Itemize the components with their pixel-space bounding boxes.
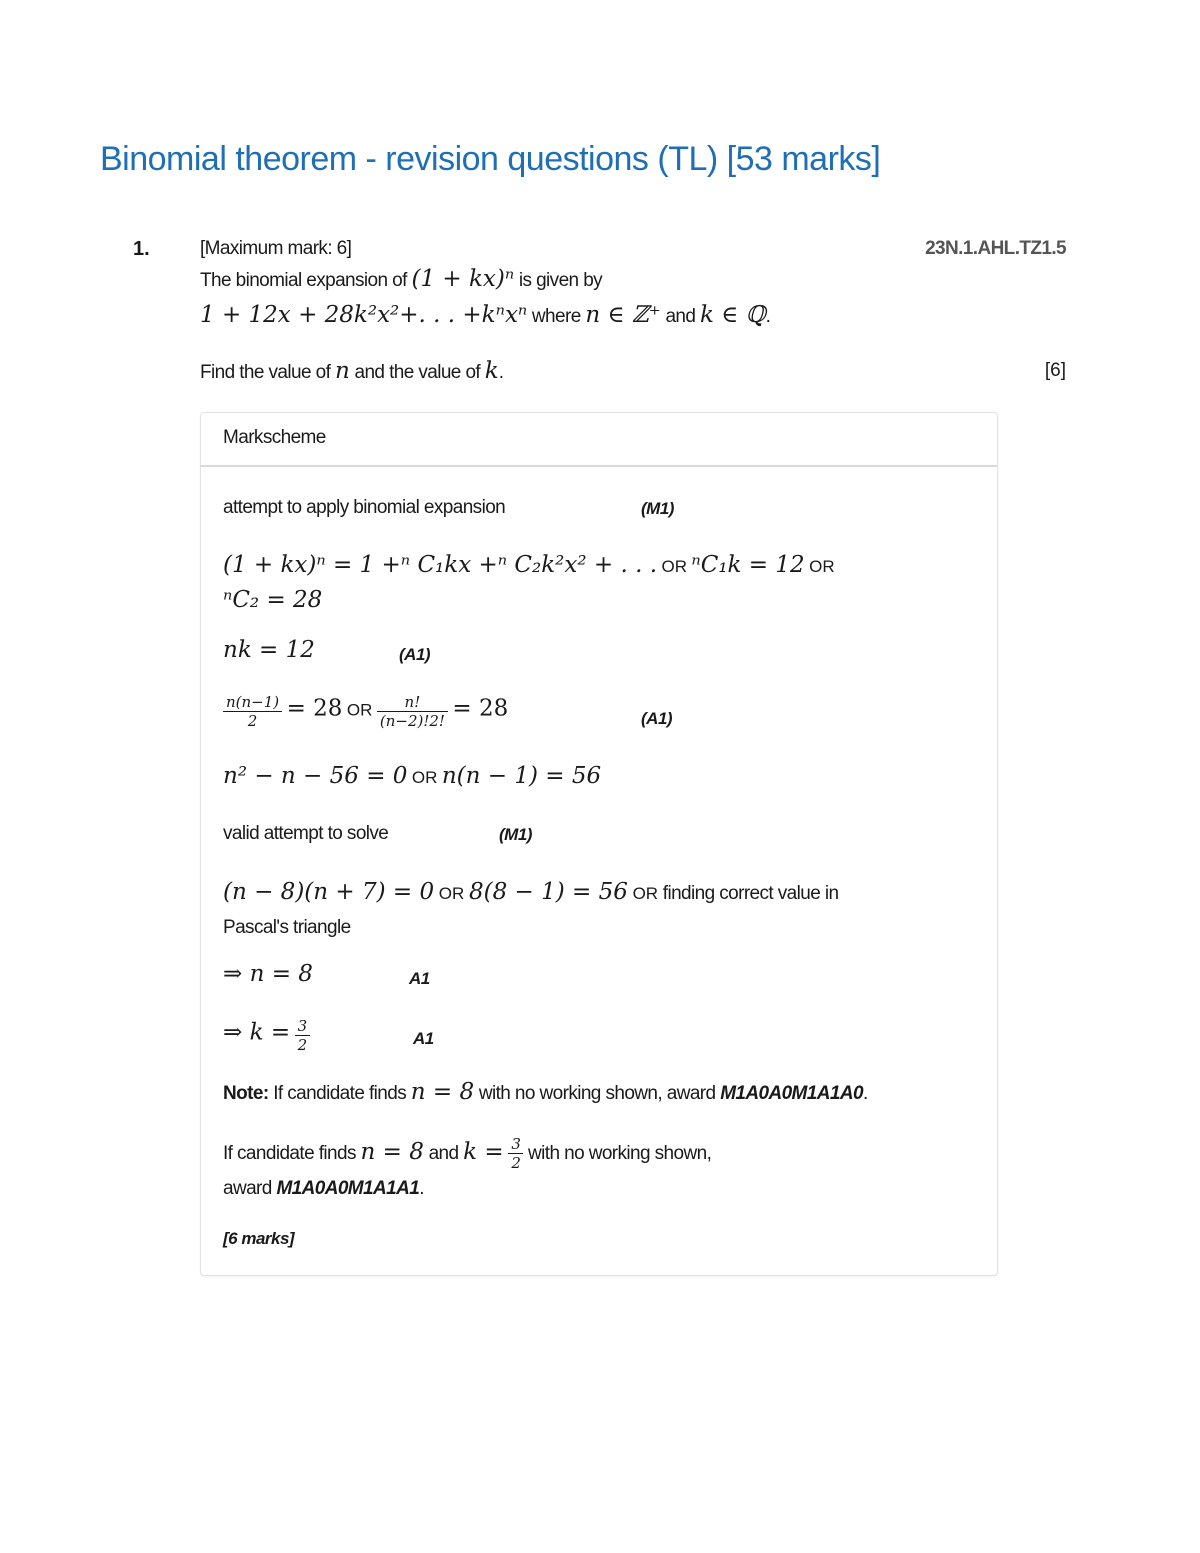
- note-text-1: If candidate finds: [273, 1083, 407, 1104]
- ms-line-9-frac: [295, 1017, 311, 1054]
- ms-line-6: [223, 823, 388, 845]
- question-find: Find the value of n and the value of k.: [200, 358, 504, 384]
- markscheme-heading: Markscheme: [201, 413, 997, 467]
- ms-line-4-or: OR: [346, 700, 373, 720]
- ms-line-5: [223, 763, 601, 789]
- note-text-2: with no working shown, award: [478, 1083, 716, 1104]
- ms-line-7: [223, 875, 838, 945]
- ms-line-1: [223, 497, 505, 519]
- ms-line-2-expr-c: ⁿC₂ = 28: [223, 587, 323, 613]
- ms-line-4-eq-1: = 28: [286, 695, 343, 722]
- ms-line-2-or-b: OR: [809, 557, 835, 576]
- intro-suffix: is given by: [518, 270, 603, 291]
- ms-line-9-mark: A1: [413, 1029, 434, 1048]
- ms-line-9-expr: ⇒ k =: [223, 1019, 291, 1046]
- ms-line-8: [223, 961, 313, 987]
- ms-line-7-text-2: Pascal's triangle: [223, 917, 351, 938]
- question-number: 1.: [133, 238, 150, 260]
- ms-note-2: If candidate finds n = 8 and k = $\frac{3}{2}$ with no working shown, award M1A0A0M1A1A1.: [223, 1135, 712, 1200]
- frac-4-num: 3: [508, 1135, 523, 1154]
- frac-1-den: 2: [247, 712, 258, 730]
- frac-4-den: 2: [511, 1154, 521, 1173]
- max-mark: [Maximum mark: 6]: [200, 238, 352, 259]
- ms-line-7-or-a: OR: [438, 884, 465, 903]
- find-k: k: [484, 358, 499, 384]
- find-n: n: [334, 358, 350, 384]
- note2-expr-k: k =: [463, 1139, 504, 1165]
- k-domain: k ∈ ℚ: [700, 302, 766, 328]
- and-text: and: [665, 306, 696, 327]
- ms-line-7-text: finding correct value in: [662, 883, 839, 904]
- ms-line-5-or: OR: [411, 768, 438, 787]
- ms-line-6-text: valid attempt to solve: [223, 823, 389, 844]
- intro-expr: (1 + kx)ⁿ: [411, 266, 515, 292]
- ms-line-7-or-b: OR: [632, 884, 659, 903]
- question-marks: [6]: [1044, 360, 1066, 381]
- ms-line-7-expr-a: (n − 8)(n + 7) = 0: [223, 879, 435, 905]
- ms-line-2-or-a: OR: [661, 557, 687, 576]
- frac-2-num: n!: [377, 693, 448, 712]
- note2-frac: [508, 1135, 523, 1172]
- frac-1-num: n(n−1): [223, 693, 282, 712]
- ms-line-8-expr: ⇒ n = 8: [223, 961, 313, 987]
- ms-line-7-expr-b: 8(8 − 1) = 56: [468, 879, 628, 905]
- n-domain: n ∈ ℤ⁺: [585, 302, 661, 328]
- find-text-2: and the value of: [354, 362, 481, 383]
- ms-line-2-expr-a: (1 + kx)ⁿ = 1 +ⁿ C₁kx +ⁿ C₂k²x² + . . .: [223, 552, 658, 578]
- ms-line-3-mark: (A1): [399, 645, 431, 664]
- question-reference: 23N.1.AHL.TZ1.5: [925, 238, 1066, 259]
- find-text-1: Find the value of: [200, 362, 331, 383]
- note-label: Note:: [223, 1083, 269, 1104]
- note2-text-2: with no working shown,: [528, 1143, 712, 1164]
- frac-2-den: (n−2)!2!: [379, 712, 445, 730]
- frac-3-den: 2: [297, 1036, 308, 1054]
- markscheme-panel: [200, 412, 998, 1276]
- ms-line-1-mark: (M1): [641, 499, 674, 518]
- note2-award: M1A0A0M1A1A1: [276, 1178, 420, 1200]
- ms-line-6-mark: (M1): [499, 825, 532, 844]
- page-title: Binomial theorem - revision questions (TL) [53 marks]: [100, 140, 881, 178]
- note-expr: n = 8: [410, 1079, 475, 1105]
- expansion-expr: 1 + 12x + 28k²x²+. . . +kⁿxⁿ: [200, 302, 528, 328]
- ms-line-4-mark: (A1): [641, 709, 673, 728]
- ms-line-5-expr-a: n² − n − 56 = 0: [223, 763, 408, 789]
- ms-line-8-mark: A1: [409, 969, 430, 988]
- ms-total-marks: [6 marks]: [223, 1229, 295, 1248]
- ms-line-2: [223, 549, 923, 619]
- intro-text: The binomial expansion of: [200, 270, 407, 291]
- question-expansion: 1 + 12x + 28k²x²+. . . +kⁿxⁿ where n ∈ ℤ⁺ and k ∈ ℚ.: [200, 302, 771, 328]
- ms-line-4-frac-2: [377, 693, 448, 730]
- note2-expr-n: n = 8: [360, 1139, 424, 1165]
- frac-3-num: 3: [295, 1017, 311, 1036]
- ms-line-4: [223, 693, 508, 730]
- ms-line-3: [223, 637, 315, 663]
- ms-line-9: [223, 1017, 310, 1054]
- question-intro: [200, 266, 602, 292]
- where-text: where: [531, 306, 581, 327]
- ms-line-5-expr-b: n(n − 1) = 56: [441, 763, 602, 789]
- ms-line-2-expr-b: ⁿC₁k = 12: [691, 552, 805, 578]
- ms-line-3-expr: nk = 12: [223, 637, 315, 663]
- ms-line-4-frac-1: [223, 693, 282, 730]
- ms-line-1-text: attempt to apply binomial expansion: [223, 497, 506, 518]
- note2-and: and: [428, 1143, 459, 1164]
- note-award: M1A0A0M1A1A0: [720, 1083, 863, 1104]
- note2-text-3: award: [223, 1178, 272, 1200]
- note2-text-1: If candidate finds: [223, 1143, 356, 1164]
- ms-line-4-eq-2: = 28: [452, 695, 509, 722]
- ms-note-1: Note: If candidate finds n = 8 with no working shown, award M1A0A0M1A1A0.: [223, 1079, 868, 1105]
